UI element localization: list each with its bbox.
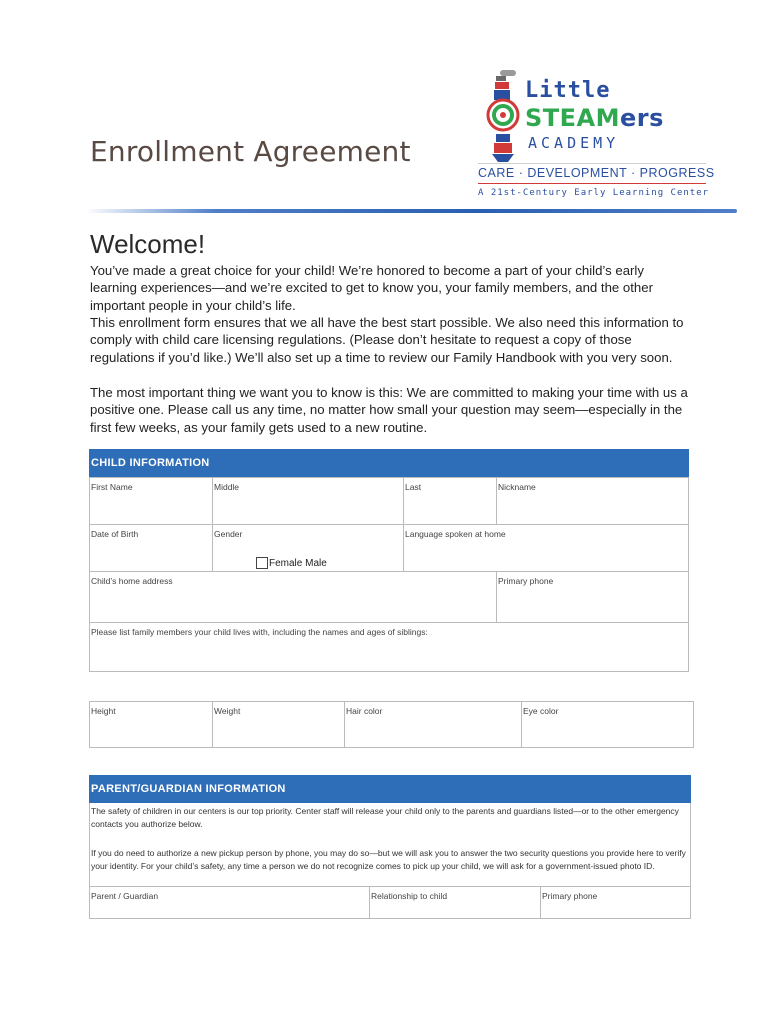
logo-line3: ACADEMY bbox=[528, 134, 620, 152]
logo-line1: Little bbox=[525, 78, 611, 103]
hair-color-field[interactable]: Hair color bbox=[344, 701, 522, 748]
steam-train-icon bbox=[478, 70, 528, 165]
child-info-header: CHILD INFORMATION bbox=[89, 449, 689, 477]
language-field[interactable]: Language spoken at home bbox=[403, 524, 689, 572]
logo-divider bbox=[478, 163, 706, 164]
family-members-field[interactable]: Please list family members your child lives with, including the names and ages of siblings: bbox=[89, 622, 689, 672]
gender-options-label: Female Male bbox=[269, 557, 327, 569]
parent-primary-phone-field[interactable]: Primary phone bbox=[540, 886, 691, 919]
intro-paragraph-3: The most important thing we want you to know is this: We are committed to making your time with us a positive one. Please call us any time, no matter how small your question may seem—especially in the first few weeks, as your family gets used to a new routine. bbox=[90, 385, 688, 435]
middle-name-field[interactable]: Middle bbox=[212, 477, 404, 525]
logo-line2: STEAMers bbox=[525, 104, 664, 132]
parent-info-paragraph-1: The safety of children in our centers is our top priority. Center staff will release your child only to the parents and guardians listed—or to the other emergency contacts you authorize below. bbox=[91, 806, 679, 829]
parent-guardian-field[interactable]: Parent / Guardian bbox=[89, 886, 370, 919]
gender-checkbox[interactable] bbox=[256, 557, 268, 569]
height-field[interactable]: Height bbox=[89, 701, 213, 748]
page-title: Enrollment Agreement bbox=[90, 135, 411, 168]
first-name-field[interactable]: First Name bbox=[89, 477, 213, 525]
dob-field[interactable]: Date of Birth bbox=[89, 524, 213, 572]
home-address-field[interactable]: Child’s home address bbox=[89, 571, 497, 623]
primary-phone-field[interactable]: Primary phone bbox=[496, 571, 689, 623]
relationship-field[interactable]: Relationship to child bbox=[369, 886, 541, 919]
gender-field: Gender Female Male bbox=[212, 524, 404, 572]
header-rule bbox=[85, 209, 737, 213]
last-name-field[interactable]: Last bbox=[403, 477, 497, 525]
nickname-field[interactable]: Nickname bbox=[496, 477, 689, 525]
logo-tagline: CARE · DEVELOPMENT · PROGRESS bbox=[478, 166, 715, 180]
intro-paragraph-2: This enrollment form ensures that we all have the best start possible. We also need this information to comply with child care licensing regulations. (Please don’t hesitate to request a copy of those regulations if you’d like.) We’ll also set up a time to review our Family Handbook with you very soon. bbox=[90, 315, 684, 365]
eye-color-field[interactable]: Eye color bbox=[521, 701, 694, 748]
parent-info-header: PARENT/GUARDIAN INFORMATION bbox=[89, 775, 691, 803]
parent-info-paragraph-2: If you do need to authorize a new pickup person by phone, you may do so—but we will ask you to answer the two security questions you provide here to verify your identity. For your child’s safety, any time a person we do not recognize comes to pick up your child, we will ask for a government-issued photo ID. bbox=[91, 848, 686, 871]
weight-field[interactable]: Weight bbox=[212, 701, 345, 748]
logo-subtitle: A 21st-Century Early Learning Center bbox=[478, 188, 710, 198]
logo-divider-red bbox=[478, 183, 706, 184]
welcome-heading: Welcome! bbox=[90, 229, 206, 259]
intro-paragraph-1: You’ve made a great choice for your child! We’re honored to become a part of your child’s early learning experiences—and we’re excited to get to know you, your family members, and the other important people in your child’s life. bbox=[90, 263, 653, 313]
